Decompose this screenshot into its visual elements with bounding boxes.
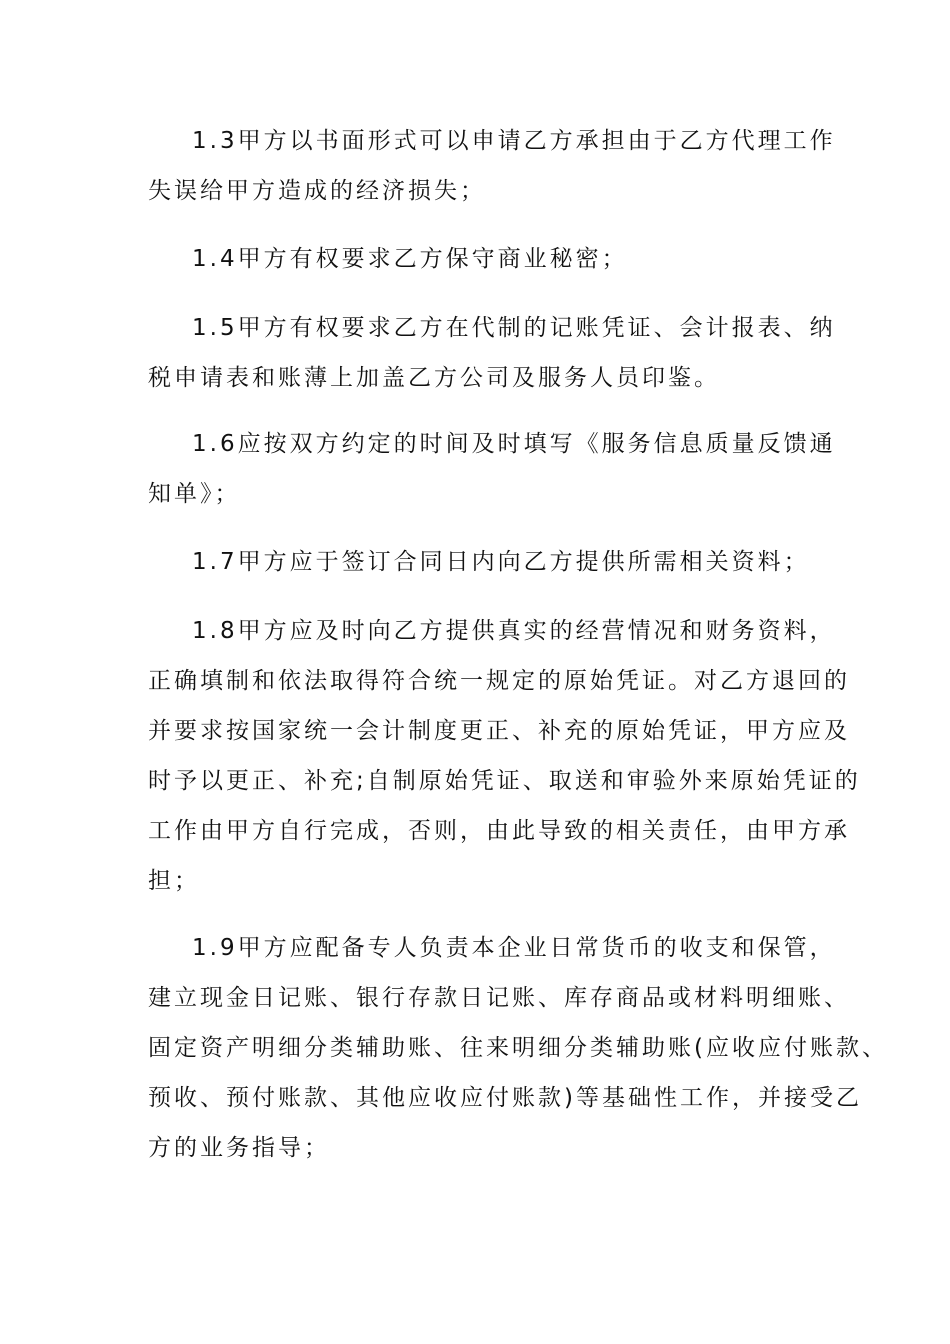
clause-line: 方的业务指导； <box>148 1135 330 1161</box>
clause-line: 1.7甲方应于签订合同日内向乙方提供所需相关资料； <box>192 549 810 575</box>
clause-line: 1.5甲方有权要求乙方在代制的记账凭证、会计报表、纳 <box>192 315 836 341</box>
clause-line: 失误给甲方造成的经济损失； <box>148 178 486 204</box>
clause-line: 担； <box>148 868 200 894</box>
clause-1-3 <box>148 116 838 216</box>
clause-line: 1.3甲方以书面形式可以申请乙方承担由于乙方代理工作 <box>192 128 836 154</box>
clause-line: 1.6应按双方约定的时间及时填写《服务信息质量反馈通 <box>192 431 836 457</box>
clause-line: 建立现金日记账、银行存款日记账、库存商品或材料明细账、 <box>148 985 850 1011</box>
clause-line: 正确填制和依法取得符合统一规定的原始凭证。对乙方退回的 <box>148 668 850 694</box>
clause-line: 固定资产明细分类辅助账、往来明细分类辅助账(应收应付账款、 <box>148 1035 888 1061</box>
clause-line: 知单》； <box>148 481 241 507</box>
clause-line: 1.8甲方应及时向乙方提供真实的经营情况和财务资料， <box>192 618 836 644</box>
clause-line: 税申请表和账薄上加盖乙方公司及服务人员印鉴。 <box>148 365 720 391</box>
clause-line: 1.4甲方有权要求乙方保守商业秘密； <box>192 246 628 272</box>
clause-1-5 <box>148 303 838 403</box>
clause-line: 1.9甲方应配备专人负责本企业日常货币的收支和保管， <box>192 935 836 961</box>
clause-1-7 <box>148 537 838 587</box>
clause-line: 并要求按国家统一会计制度更正、补充的原始凭证，甲方应及 <box>148 718 850 744</box>
clause-line: 预收、预付账款、其他应收应付账款)等基础性工作，并接受乙 <box>148 1085 862 1111</box>
clause-line: 工作由甲方自行完成，否则，由此导致的相关责任，由甲方承 <box>148 818 850 844</box>
clause-line: 时予以更正、补充;自制原始凭证、取送和审验外来原始凭证的 <box>148 768 861 794</box>
clause-1-4 <box>148 234 838 284</box>
clause-1-8 <box>148 606 861 906</box>
clause-1-9 <box>148 923 888 1173</box>
clause-1-6 <box>148 419 838 519</box>
